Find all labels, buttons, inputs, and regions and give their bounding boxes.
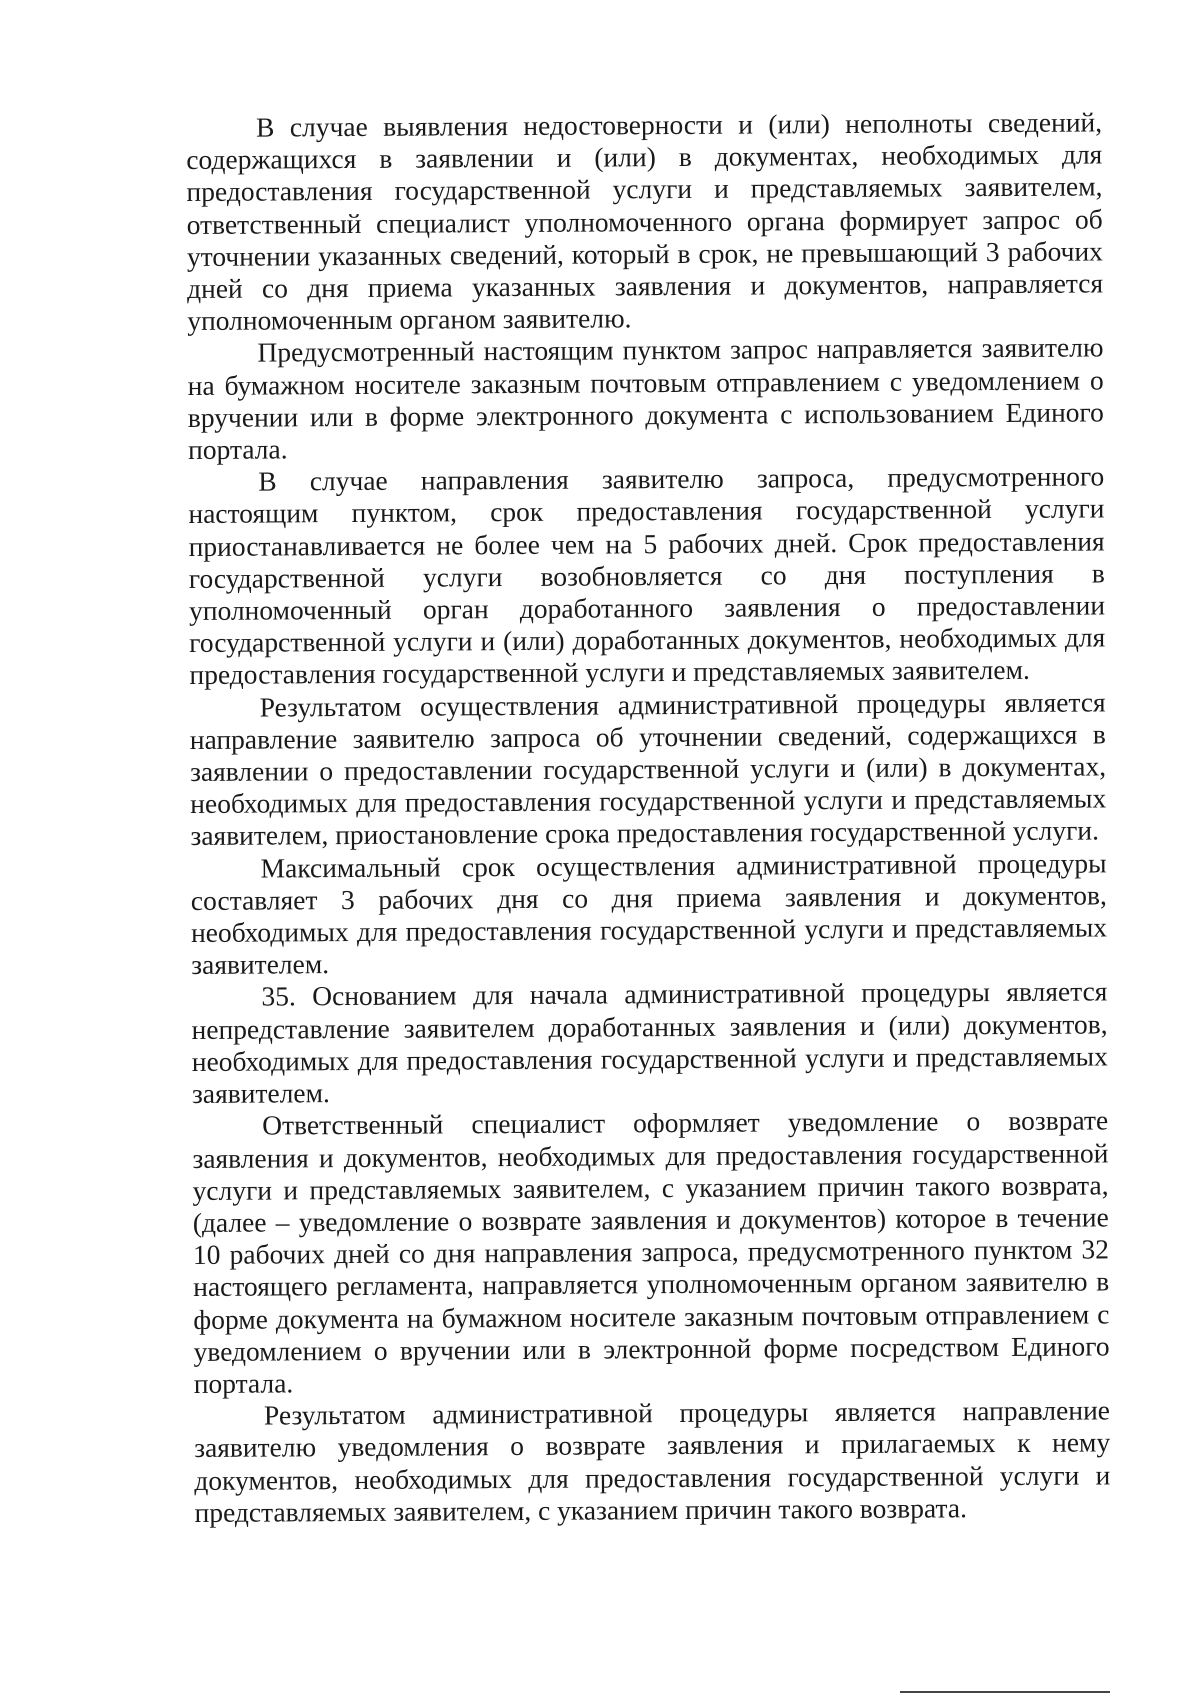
paragraph-3: В случае направления заявителю запроса, предусмотренного настоящим пунктом, срок предоставления государственной услуги приостанавливается не более чем на 5 рабочих дней. Срок предоставления государственной услуги возобновляется со дня поступления в уполномоченный орган доработанного заявления о предоставлении государственной услуги и (или) доработанных документов, необходимых для предоставления государственной услуги и представляемых заявителем. <box>188 460 1106 691</box>
paragraph-5: Максимальный срок осуществления административной процедуры составляет 3 рабочих дня со дня приема заявления и документов, необходимых для предоставления государственной услуги и представляемых заявителем. <box>190 847 1108 981</box>
bottom-edge-line <box>900 1691 1110 1693</box>
paragraph-1: В случае выявления недостоверности и (или) неполноты сведений, содержащихся в заявлении и (или) в документах, необходимых для предоставления государственной услуги и представляемых заявителем, ответственный специалист уполномоченного органа формирует запрос об уточнении указанных сведений, который в срок, не превышающий 3 рабочих дней со дня приема указанных заявления и документов, направляется уполномоченным органом заявителю. <box>186 106 1104 337</box>
document-body <box>186 106 1111 1529</box>
paragraph-8: Результатом административной процедуры является направление заявителю уведомления о возврате заявления и прилагаемых к нему документов, необходимых для предоставления государственной услуги и представляемых заявителем, с указанием причин такого возврата. <box>194 1394 1111 1528</box>
paragraph-4: Результатом осуществления административной процедуры является направление заявителю запроса об уточнении сведений, содержащихся в заявлении о предоставлении государственной услуги и (или) в документах, необходимых для предоставления государственной услуги и представляемых заявителем, приостановление срока предоставления государственной услуги. <box>189 686 1107 852</box>
paragraph-6: 35. Основанием для начала административной процедуры является непредставление заявителем доработанных заявления и (или) документов, необходимых для предоставления государственной услуги и представляемых заявителем. <box>191 975 1108 1110</box>
paragraph-7: Ответственный специалист оформляет уведомление о возврате заявления и документов, необходимых для предоставления государственной услуги и представляемых заявителем, с указанием причин такого возврата, (далее – уведомление о возврате заявления и документов) которое в течение 10 рабочих дней со дня направления запроса, предусмотренного пунктом 32 настоящего регламента, направляется уполномоченным органом заявителю в форме документа на бумажном носителе заказным почтовым отправлением с уведомлением о вручении или в электронной форме посредством Единого портала. <box>192 1104 1110 1399</box>
paragraph-2: Предусмотренный настоящим пунктом запрос направляется заявителю на бумажном носителе заказным почтовым отправлением с уведомлением о вручении или в форме электронного документа с использованием Единого портала. <box>187 331 1104 466</box>
